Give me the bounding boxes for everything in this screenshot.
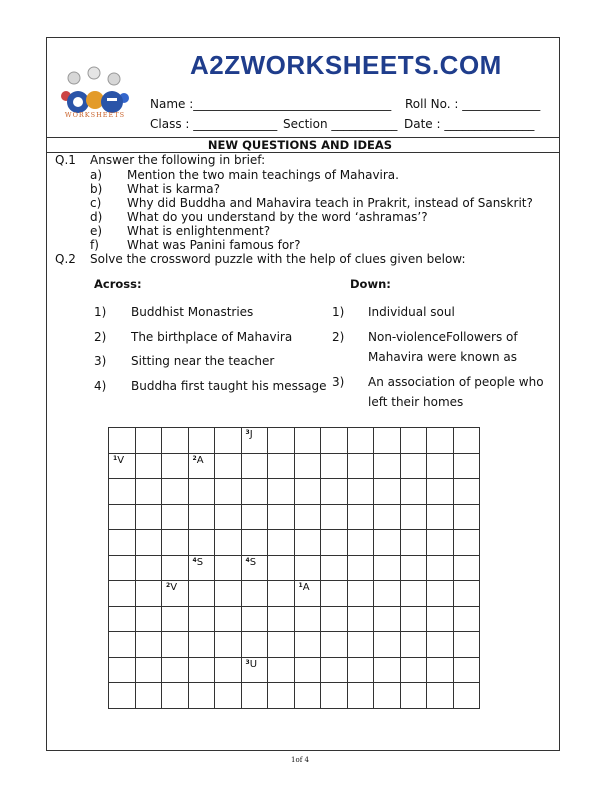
crossword-clue-marker: [109, 454, 135, 466]
crossword-cell[interactable]: [374, 581, 401, 607]
crossword-cell[interactable]: [162, 453, 189, 479]
crossword-cell[interactable]: [321, 683, 348, 709]
option-label: e): [90, 224, 103, 238]
clue-letter: J: [249, 429, 253, 440]
crossword-cell[interactable]: [188, 530, 215, 556]
crossword-cell[interactable]: [188, 606, 215, 632]
crossword-cell[interactable]: [241, 453, 268, 479]
crossword-cell[interactable]: [347, 428, 374, 454]
crossword-cell[interactable]: [109, 632, 136, 658]
crossword-row: [109, 632, 480, 658]
crossword-cell[interactable]: [400, 428, 427, 454]
option-label: c): [90, 196, 102, 210]
crossword-cell[interactable]: [294, 479, 321, 505]
clue-letter: V: [170, 582, 178, 593]
crossword-cell[interactable]: [215, 606, 242, 632]
crossword-cell[interactable]: [294, 453, 321, 479]
crossword-cell[interactable]: [135, 504, 162, 530]
option-text: Why did Buddha and Mahavira teach in Prakrit, instead of Sanskrit?: [127, 196, 533, 210]
crossword-cell[interactable]: [268, 581, 295, 607]
crossword-row: [109, 581, 480, 607]
crossword-cell[interactable]: [347, 555, 374, 581]
crossword-row: [109, 657, 480, 683]
clue-number: 3: [245, 658, 250, 666]
crossword-cell[interactable]: [321, 606, 348, 632]
crossword-cell[interactable]: [241, 657, 268, 683]
crossword-cell[interactable]: [268, 632, 295, 658]
worksheet-title: NEW QUESTIONS AND IDEAS: [207, 138, 393, 152]
crossword-clue-marker: [162, 581, 188, 593]
crossword-row: [109, 479, 480, 505]
crossword-cell[interactable]: [215, 683, 242, 709]
clue-letter: A: [196, 454, 204, 466]
crossword-cell[interactable]: [109, 606, 136, 632]
clue-number: 4: [245, 556, 250, 564]
crossword-cell[interactable]: [374, 683, 401, 709]
section-field[interactable]: Section ___________: [283, 117, 398, 131]
option-text: Mention the two main teachings of Mahavira.: [127, 168, 399, 182]
across-clue-text: The birthplace of Mahavira: [131, 330, 293, 344]
crossword-cell[interactable]: [321, 479, 348, 505]
down-clue-number: 2): [332, 330, 345, 344]
crossword-row: [109, 606, 480, 632]
across-heading: Across:: [94, 277, 142, 291]
crossword-cell[interactable]: [321, 657, 348, 683]
crossword-cell[interactable]: [427, 479, 454, 505]
crossword-cell[interactable]: [453, 632, 480, 658]
crossword-cell[interactable]: [453, 657, 480, 683]
class-field[interactable]: Class : ______________: [150, 117, 278, 131]
across-clue-number: 4): [94, 379, 107, 393]
crossword-cell[interactable]: [135, 428, 162, 454]
crossword-cell[interactable]: [188, 632, 215, 658]
crossword-cell[interactable]: [109, 504, 136, 530]
crossword-cell[interactable]: [215, 428, 242, 454]
crossword-cell[interactable]: [400, 530, 427, 556]
crossword-cell[interactable]: [347, 632, 374, 658]
crossword-cell[interactable]: [347, 453, 374, 479]
crossword-cell[interactable]: [427, 530, 454, 556]
option-label: b): [90, 182, 103, 196]
clue-letter: U: [249, 658, 258, 670]
crossword-clue-marker: [242, 428, 268, 440]
crossword-cell[interactable]: [215, 530, 242, 556]
clue-number: 1: [298, 582, 303, 589]
crossword-cell[interactable]: [268, 479, 295, 505]
across-clue-text: Buddhist Monastries: [131, 305, 254, 319]
crossword-cell[interactable]: [215, 632, 242, 658]
date-field[interactable]: Date : _______________: [404, 117, 535, 131]
across-clue-number: 1): [94, 305, 107, 319]
option-label: f): [90, 238, 99, 252]
crossword-cell[interactable]: [162, 555, 189, 581]
crossword-cell[interactable]: [268, 428, 295, 454]
crossword-clue-marker: [189, 556, 215, 568]
crossword-cell[interactable]: [109, 657, 136, 683]
crossword-cell[interactable]: [268, 606, 295, 632]
clue-number: 1: [113, 454, 118, 462]
crossword-cell[interactable]: [294, 530, 321, 556]
crossword-cell[interactable]: [135, 632, 162, 658]
crossword-cell[interactable]: [400, 657, 427, 683]
crossword-cell[interactable]: [347, 606, 374, 632]
crossword-cell[interactable]: [321, 530, 348, 556]
crossword-cell[interactable]: [241, 632, 268, 658]
crossword-cell[interactable]: [374, 428, 401, 454]
crossword-cell[interactable]: [162, 428, 189, 454]
crossword-cell[interactable]: [427, 555, 454, 581]
question-text: Answer the following in brief:: [90, 153, 266, 167]
crossword-cell[interactable]: [109, 428, 136, 454]
crossword-cell[interactable]: [400, 632, 427, 658]
down-clue-number: 1): [332, 305, 345, 319]
crossword-cell[interactable]: [453, 453, 480, 479]
question-text: Solve the crossword puzzle with the help of clues given below:: [90, 252, 466, 266]
option-text: What was Panini famous for?: [127, 238, 301, 252]
crossword-cell[interactable]: [374, 555, 401, 581]
down-clue-text: An association of people who: [368, 375, 544, 389]
crossword-grid: [108, 427, 480, 709]
crossword-cell[interactable]: [162, 683, 189, 709]
crossword-cell[interactable]: [427, 606, 454, 632]
crossword-cell[interactable]: [215, 479, 242, 505]
name-field[interactable]: Name :_________________________________: [150, 97, 392, 111]
crossword-cell[interactable]: [241, 606, 268, 632]
crossword-cell[interactable]: [347, 657, 374, 683]
option-text: What is karma?: [127, 182, 220, 196]
crossword-cell[interactable]: [188, 504, 215, 530]
crossword-cell[interactable]: [109, 581, 136, 607]
crossword-cell[interactable]: [427, 453, 454, 479]
crossword-cell[interactable]: [135, 581, 162, 607]
crossword-cell[interactable]: [347, 581, 374, 607]
crossword-cell[interactable]: [347, 504, 374, 530]
crossword-row: [109, 555, 480, 581]
crossword-cell[interactable]: [268, 657, 295, 683]
crossword-cell[interactable]: [453, 479, 480, 505]
crossword-cell[interactable]: [215, 504, 242, 530]
crossword-clue-marker: [242, 556, 268, 568]
crossword-cell[interactable]: [294, 632, 321, 658]
crossword-cell[interactable]: [241, 504, 268, 530]
crossword-cell[interactable]: [135, 530, 162, 556]
crossword-cell[interactable]: [374, 632, 401, 658]
crossword-cell[interactable]: [374, 606, 401, 632]
clue-number: 2: [192, 454, 197, 462]
crossword-cell[interactable]: [347, 683, 374, 709]
crossword-cell[interactable]: [188, 555, 215, 581]
crossword-cell[interactable]: [268, 555, 295, 581]
down-clue-text: Non-violenceFollowers of: [368, 330, 518, 344]
crossword-row: [109, 530, 480, 556]
crossword-cell[interactable]: [268, 504, 295, 530]
across-clue-number: 2): [94, 330, 107, 344]
clue-letter: V: [117, 454, 125, 466]
crossword-cell[interactable]: [427, 657, 454, 683]
crossword-cell[interactable]: [453, 428, 480, 454]
down-clue-text-continued: left their homes: [368, 395, 464, 409]
crossword-cell[interactable]: [374, 479, 401, 505]
crossword-cell[interactable]: [400, 581, 427, 607]
crossword-cell[interactable]: [162, 530, 189, 556]
crossword-cell[interactable]: [215, 555, 242, 581]
option-label: d): [90, 210, 103, 224]
crossword-cell[interactable]: [215, 453, 242, 479]
crossword-cell[interactable]: [453, 606, 480, 632]
crossword-cell[interactable]: [188, 479, 215, 505]
crossword-row: [109, 504, 480, 530]
clue-number: 3: [245, 429, 250, 436]
crossword-cell[interactable]: [241, 555, 268, 581]
crossword-cell[interactable]: [374, 453, 401, 479]
crossword-cell[interactable]: [294, 504, 321, 530]
crossword-cell[interactable]: [109, 479, 136, 505]
crossword-cell[interactable]: [453, 504, 480, 530]
crossword-cell[interactable]: [241, 581, 268, 607]
crossword-cell[interactable]: [427, 504, 454, 530]
clue-number: 2: [166, 582, 171, 589]
crossword-cell[interactable]: [321, 428, 348, 454]
crossword-cell[interactable]: [400, 453, 427, 479]
crossword-cell[interactable]: [268, 530, 295, 556]
crossword-cell[interactable]: [400, 683, 427, 709]
crossword-cell[interactable]: [188, 428, 215, 454]
down-clue-text: Individual soul: [368, 305, 455, 319]
crossword-clue-marker: [295, 581, 321, 593]
down-clue-number: 3): [332, 375, 345, 389]
crossword-cell[interactable]: [188, 683, 215, 709]
crossword-cell[interactable]: [321, 504, 348, 530]
crossword-cell[interactable]: [294, 683, 321, 709]
crossword-cell[interactable]: [162, 657, 189, 683]
crossword-cell[interactable]: [109, 555, 136, 581]
clue-number: 4: [192, 556, 197, 564]
crossword-cell[interactable]: [215, 657, 242, 683]
crossword-clue-marker: [189, 454, 215, 466]
option-text: What do you understand by the word ‘ashramas’?: [127, 210, 428, 224]
down-heading: Down:: [350, 277, 391, 291]
crossword-cell[interactable]: [188, 657, 215, 683]
crossword-cell[interactable]: [241, 530, 268, 556]
crossword-cell[interactable]: [135, 657, 162, 683]
crossword-cell[interactable]: [135, 683, 162, 709]
crossword-cell[interactable]: [321, 555, 348, 581]
crossword-cell[interactable]: [188, 453, 215, 479]
clue-letter: A: [302, 582, 310, 593]
crossword-cell[interactable]: [162, 632, 189, 658]
crossword-cell[interactable]: [294, 606, 321, 632]
across-clue-text: Buddha first taught his message: [131, 379, 327, 393]
page-number: 1of 4: [291, 756, 309, 764]
clue-letter: S: [249, 556, 257, 568]
crossword-cell[interactable]: [135, 606, 162, 632]
crossword-cell[interactable]: [453, 683, 480, 709]
crossword-cell[interactable]: [427, 632, 454, 658]
crossword-cell[interactable]: [162, 606, 189, 632]
crossword-cell[interactable]: [321, 632, 348, 658]
crossword-cell[interactable]: [347, 530, 374, 556]
crossword-cell[interactable]: [321, 453, 348, 479]
site-title: A2ZWORKSHEETS.COM: [190, 50, 502, 80]
crossword-cell[interactable]: [109, 453, 136, 479]
option-text: What is enlightenment?: [127, 224, 271, 238]
crossword-cell[interactable]: [294, 428, 321, 454]
crossword-cell[interactable]: [400, 504, 427, 530]
logo-caption: WORKSHEETS: [64, 111, 126, 119]
crossword-cell[interactable]: [135, 479, 162, 505]
crossword-cell[interactable]: [374, 504, 401, 530]
crossword-cell[interactable]: [427, 581, 454, 607]
crossword-cell[interactable]: [374, 530, 401, 556]
crossword-cell[interactable]: [453, 530, 480, 556]
crossword-cell[interactable]: [321, 581, 348, 607]
question-number: Q.2: [55, 252, 76, 266]
crossword-row: [109, 428, 480, 454]
crossword-cell[interactable]: [268, 683, 295, 709]
option-label: a): [90, 168, 103, 182]
roll-number-field[interactable]: Roll No. : _____________: [405, 97, 541, 111]
crossword-cell[interactable]: [162, 581, 189, 607]
crossword-clue-marker: [242, 658, 268, 670]
clue-letter: S: [196, 556, 204, 568]
crossword-row: [109, 683, 480, 709]
crossword-cell[interactable]: [241, 479, 268, 505]
crossword-cell[interactable]: [162, 504, 189, 530]
crossword-cell[interactable]: [294, 581, 321, 607]
crossword-cell[interactable]: [347, 479, 374, 505]
crossword-cell[interactable]: [135, 453, 162, 479]
down-clue-text-continued: Mahavira were known as: [368, 350, 518, 364]
crossword-cell[interactable]: [453, 555, 480, 581]
crossword-cell[interactable]: [294, 555, 321, 581]
crossword-cell[interactable]: [400, 555, 427, 581]
across-clue-number: 3): [94, 354, 107, 368]
crossword-cell[interactable]: [241, 683, 268, 709]
crossword-cell[interactable]: [188, 581, 215, 607]
crossword-cell[interactable]: [109, 530, 136, 556]
crossword-cell[interactable]: [109, 683, 136, 709]
crossword-cell[interactable]: [400, 479, 427, 505]
across-clue-text: Sitting near the teacher: [131, 354, 275, 368]
crossword-cell[interactable]: [241, 428, 268, 454]
crossword-cell[interactable]: [215, 581, 242, 607]
crossword-cell[interactable]: [427, 683, 454, 709]
crossword-cell[interactable]: [135, 555, 162, 581]
crossword-row: [109, 453, 480, 479]
crossword-cell[interactable]: [268, 453, 295, 479]
question-number: Q.1: [55, 153, 76, 167]
crossword-cell[interactable]: [294, 657, 321, 683]
crossword-cell[interactable]: [162, 479, 189, 505]
crossword-cell[interactable]: [453, 581, 480, 607]
crossword-cell[interactable]: [400, 606, 427, 632]
crossword-cell[interactable]: [427, 428, 454, 454]
crossword-cell[interactable]: [374, 657, 401, 683]
